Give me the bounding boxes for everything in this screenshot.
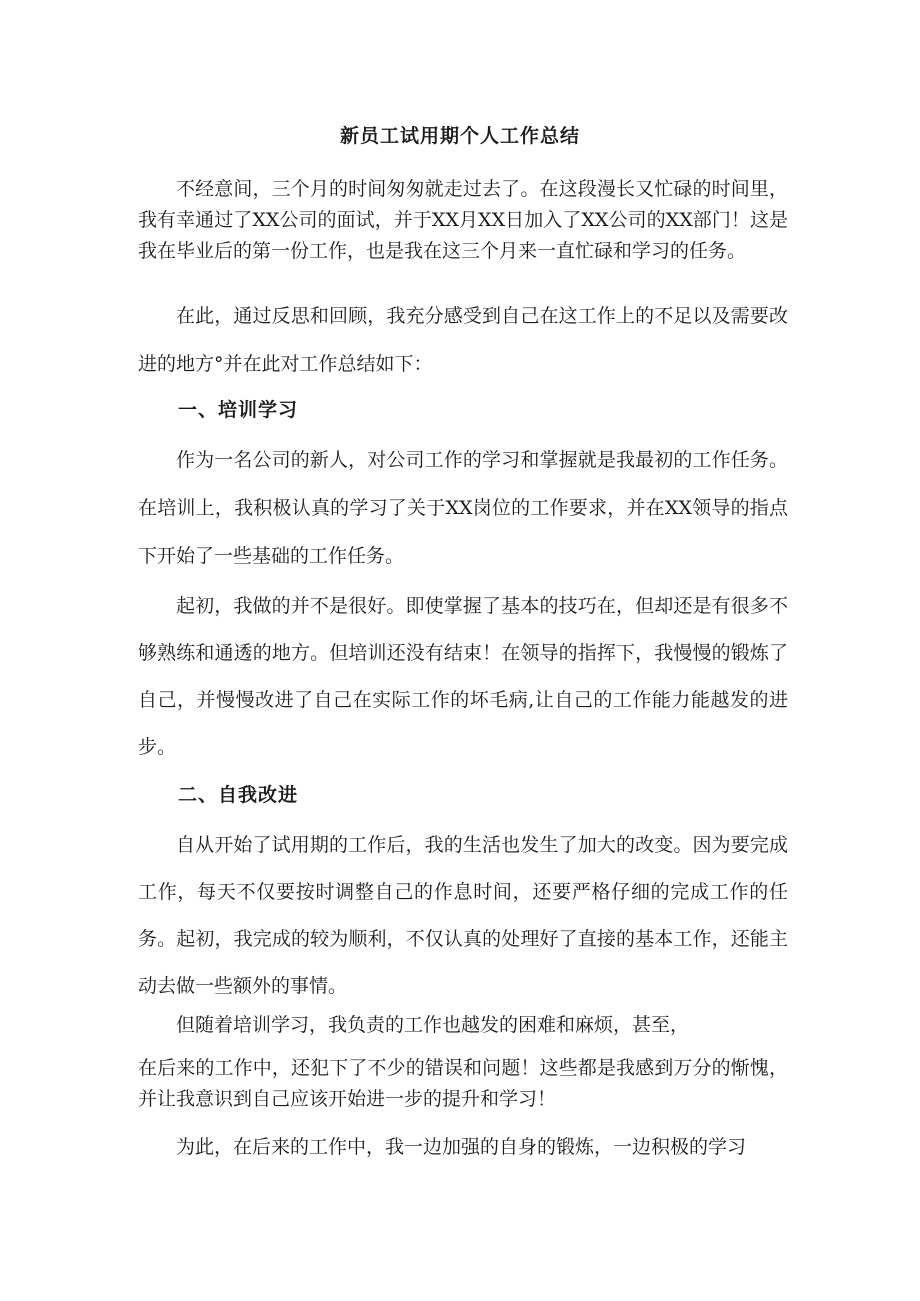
paragraph-difficulties-continued: 在后来的工作中，还犯下了不少的错误和问题！这些都是我感到万分的惭愧，并让我意识到自己应该开始进一步的提升和学习！: [138, 1057, 788, 1110]
paragraph-difficulties-start: 但随着培训学习，我负责的工作也越发的困难和麻烦，甚至，: [176, 1014, 690, 1036]
paragraph-reflection: 在此，通过反思和回顾，我充分感受到自己在这工作上的不足以及需要改进的地方°并在此对工作总结如下：: [138, 305, 788, 375]
paragraph-intro: 不经意间，三个月的时间匆匆就走过去了。在这段漫长又忙碌的时间里，我有幸通过了XX公司的面试，并于XX月XX日加入了XX公司的XX部门！这是我在毕业后的第一份工作，也是我在这三个月来一直忙碌和学习的任务。: [138, 178, 788, 262]
paragraph-training-1: 作为一名公司的新人，对公司工作的学习和掌握就是我最初的工作任务。在培训上，我积极认真的学习了关于XX岗位的工作要求，并在XX领导的指点下开始了一些基础的工作任务。: [138, 449, 788, 567]
paragraph-training-2: 起初，我做的并不是很好。即使掌握了基本的技巧在，但却还是有很多不够熟练和通透的地方。但培训还没有结束！在领导的指挥下，我慢慢的锻炼了自己，并慢慢改进了自己在实际工作的坏毛病,让自己的工作能力能越发的进步。: [138, 595, 788, 758]
document-title: 新员工试用期个人工作总结: [339, 125, 580, 147]
paragraph-self-improvement: 自从开始了试用期的工作后，我的生活也发生了加大的改变。因为要完成工作，每天不仅要按时调整自己的作息时间，还要严格仔细的完成工作的任务。起初，我完成的较为顺利，不仅认真的处理好了直接的基本工作，还能主动去做一些额外的事情。: [138, 834, 788, 997]
section-heading-training: 一、培训学习: [178, 399, 299, 421]
paragraph-closing: 为此，在后来的工作中，我一边加强的自身的锻炼，一边积极的学习: [176, 1136, 747, 1158]
section-heading-self-improvement: 二、自我改进: [178, 784, 299, 806]
